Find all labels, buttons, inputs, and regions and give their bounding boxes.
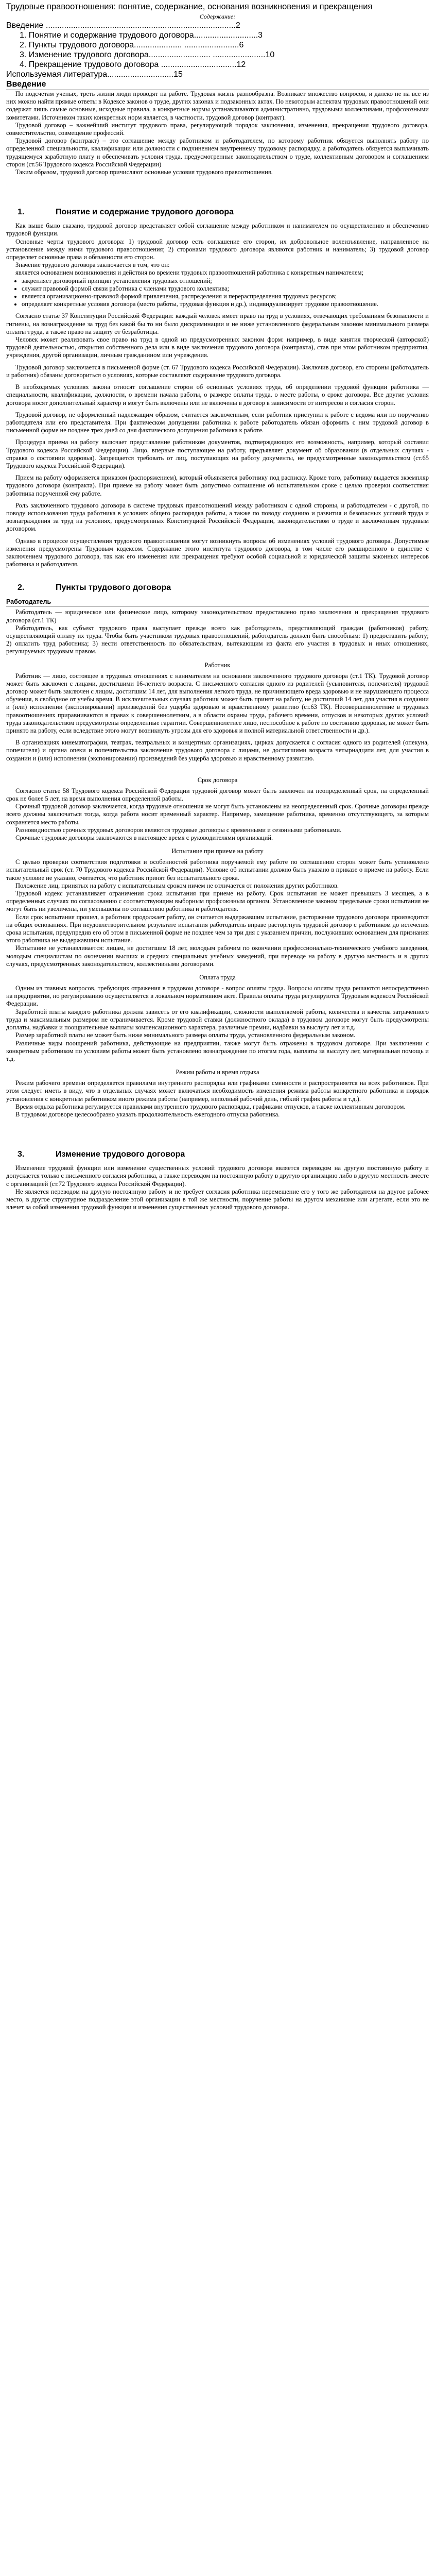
- section-2: [6, 583, 429, 1118]
- list-item: • служит правовой формой связи работника с членами трудового коллектива;: [22, 285, 429, 293]
- intro-paragraph: Трудовой договор (контракт) – это соглашение между работником и работодателем, по которому работник обязуется выполнять работу по определенной специальности, квалификации или должности с подчинением внутреннему трудовому распорядку, а работодатель обязуется выплачивать трудящемуся заработную плату и обеспечивать условия труда, предусмотренные законодательством о труде, коллективным договором и соглашением сторон (ст.56 Трудового кодекса Российской Федерации): [6, 137, 429, 168]
- section-1-heading: [6, 207, 429, 217]
- section-1-paragraph: Трудовой договор заключается в письменной форме (ст. 67 Трудового кодекса Российской Федерации). Заключив договор, его стороны (работодатель и работник) обязаны договориться о условиях, которые составляют содержание трудового договора.: [6, 363, 429, 379]
- section-2-paragraph: Работник — лицо, состоящее в трудовых отношениях с нанимателем на основании заключенного трудового договора (ст.1 ТК). Трудовой договор может быть заключен с лицами, достигшими 16-летнего возраста. С письменного согласия одного из родителей (усыновителя, попечителя) трудовой договор может быть заключен с лицом, достигшим 14 лет, для выполнения легкого труда, не причиняющего вреда здоровью и не нарушающего процесса обучения, в свободное от учебы время. В исключительных случаях работник может быть принят на работу, не достигший 14 лет, для участия в создании и (или) исполнении (экспонировании) произведений без ущерба здоровью и нравственному развитию (ст.63 ТК). Несовершеннолетние в трудовых правоотношениях приравниваются в правах к совершеннолетним, а в области охраны труда, рабочего времени, отпусков и некоторых других условий труда законодательством предусмотрены определенные гарантии. Совершеннолетнее лицо, неспособное к работе по состоянию здоровья, не может быть принято на работу, если вследствие этого могут возникнуть угрозы для его здоровья и полной материальной ответственности и др.).: [6, 672, 429, 734]
- section-2-heading: [6, 583, 429, 592]
- section-3-number: 3.: [18, 1150, 25, 1159]
- toc-item-section1[interactable]: 1. Понятие и содержание трудового договора............................3: [20, 31, 263, 40]
- section-2-paragraph: Если срок испытания прошел, а работник продолжает работу, он считается выдержавшим испытание, расторжение трудового договора производится на общих основаниях. При неудовлетворительном результате испытания работодатель вправе расторгнуть трудовой договор с работником до истечения срока испытания, предупредив его об этом в письменной форме не позднее чем за три дня с указанием причин, послуживших основанием для признания этого работника не выдержавшим испытание.: [6, 913, 429, 944]
- list-item: • закрепляет договорный принцип установления трудовых отношений;: [22, 277, 429, 285]
- section-3-title: Изменение трудового договора: [56, 1150, 185, 1159]
- intro-heading: Введение: [6, 79, 429, 90]
- section-2-title: Пункты трудового договора: [56, 583, 171, 592]
- section-1-paragraph: Трудовой договор, не оформленный надлежащим образом, считается заключенным, если работник приступил к работе с ведома или по поручению работодателя или его представителя. При фактическом допущении работника к работе работодатель обязан оформить с ним трудовой договор в письменной форме не позднее трех дней со дня фактического допущения работника к работе.: [6, 411, 429, 434]
- employer-subheading: Работодатель: [6, 598, 429, 606]
- section-1-paragraph: Роль заключенного трудового договора в системе трудовых правоотношений между работником с одной стороны, и работодателем - с другой, по поводу использования труда работника в условиях общего распорядка работы, а также по поводу созданию и развития и безопасных условий труда и вознаграждения за труд на условиях, предусмотренных Конституцией Российской Федерации, законодательством о труде и заключенным трудовым договором.: [6, 501, 429, 533]
- section-3: [6, 1149, 429, 1211]
- toc-item-literature[interactable]: Используемая литература.............................15: [6, 70, 183, 79]
- section-2-paragraph: Различные виды поощрений работника, действующие на предприятии, также могут быть отражены в трудовом договоре. При заключении с конкретным работником по условиям работы может быть установлено вознаграждение по итогам года, выплаты за выслугу лет, материальная помощь и т.д.: [6, 1039, 429, 1062]
- section-2-paragraph: Согласно статье 58 Трудового кодекса Российской Федерации трудовой договор может быть заключен на неопределенный срок, на определенный срок не более 5 лет, на время выполнения определенной работы.: [6, 787, 429, 803]
- section-2-paragraph: Режим рабочего времени определяется правилами внутреннего распорядка или графиками сменности и распространяется на всех работников. При этом следует иметь в виду, что в отдельных случаях может включаться необходимость изменения режима работы конкретного работника и порядок установления с конкретным работником иного режима работы (например, неполный рабочий день, гибкий график работы и т.д.).: [6, 1079, 429, 1103]
- section-1-number: 1.: [18, 208, 25, 217]
- toc-item-intro[interactable]: Введение ...................................................................................2: [6, 21, 240, 30]
- section-2-paragraph: Время отдыха работника регулируется правилами внутреннего трудового распорядка, графиками отпусков, а также коллективным договором.: [15, 1103, 406, 1110]
- section-2-paragraph: С целью проверки соответствия подготовки и особенностей работника поручаемой ему работе по соглашению сторон может быть установлено испытательный срок (ст. 70 Трудового кодекса Российской Федерации). Условие об испытании должно быть указано в приказе о приеме на работу. Если такое условие не указано, считается, что работник принят без испытательного срока.: [6, 858, 429, 882]
- intro-paragraph: По подсчетам ученых, треть жизни люди проводят на работе. Трудовая жизнь разнообразна. Возникает множество вопросов, и далеко не на все из них можно найти прямые ответы в Кодексе законов о труде, других законах и подзаконных актах. По некоторым аспектам трудовых правоотношений они содержат лишь самые основные, исходные правила, а конкретные нормы устанавливаются административно, трудовыми коллективами, профсоюзными комитетами. Источником таких конкретных норм является, в частности, трудовой договор (контракт).: [6, 90, 429, 121]
- section-1-paragraph: Значение трудового договора заключается в том, что он:: [15, 261, 170, 269]
- work-schedule-subheading: Режим работы и время отдыха: [176, 1069, 259, 1076]
- section-3-heading: [6, 1149, 429, 1159]
- section-1-paragraph: Как выше было сказано, трудовой договор представляет собой соглашение между работником и нанимателем по осуществлению и обеспечению трудовой функции.: [6, 222, 429, 238]
- section-2-paragraph: Размер заработной платы не может быть ниже минимального размера оплаты труда, установленного федеральным законом.: [15, 1031, 356, 1039]
- probation-subheading: Испытание при приеме на работу: [171, 848, 264, 855]
- employee-subheading: Работник: [204, 661, 231, 669]
- toc-item-section2[interactable]: 2. Пункты трудового договора..................... ........................6: [20, 41, 244, 49]
- section-1: [6, 207, 429, 568]
- toc-item-section3[interactable]: 3. Изменение трудового договора........................... .......................10: [20, 50, 275, 59]
- section-1-paragraph: Основные черты трудового договора: 1) трудовой договор есть соглашение его сторон, их добровольное волеизъявление, направленное на установление между ними трудового правоотношения; 2) сторонами трудового договора являются работник и наниматель; 3) трудовой договор определяет основные права и обязанности его сторон.: [6, 238, 429, 261]
- intro-paragraph: Трудовой договор – важнейший институт трудового права, регулирующий порядок заключения, изменения, прекращения трудового договора, совместительство, совмещение профессий.: [6, 121, 429, 137]
- section-3-paragraph: Изменение трудовой функции или изменение существенных условий трудового договора является переводом на другую постоянную работу и допускается только с письменного согласия работника, а также переводом на постоянную работу в другую организацию либо в другую местность вместе с организацией (ст.72 Трудового кодекса Российской Федерации).: [6, 1164, 429, 1188]
- section-2-paragraph: Одним из главных вопросов, требующих отражения в трудовом договоре - вопрос оплаты труда. Вопросы оплаты труда решаются непосредственно на предприятии, но регулированию осуществляется в локальном нормативном акте. Правила оплаты труда регулируются Трудовым кодексом Российской Федерации.: [6, 985, 429, 1008]
- section-2-paragraph: Испытание не устанавливается: лицам, не достигшим 18 лет, молодым рабочим по окончании профессионально-технического учебного заведения, молодым специалистам по окончании высших и средних специальных учебных заведений, при переводе на работу в другую местность и в других случаях, предусмотренных законодательством, коллективными договорами.: [6, 944, 429, 968]
- section-2-paragraph: Трудовой кодекс устанавливает ограничения срока испытания при приеме на работу. Срок испытания не может превышать 3 месяцев, а в определенных случаях по согласованию с соответствующим выборным профсоюзным органом. Установленное законом предельные сроки испытания не могут быть ни увеличены, ни уменьшены по соглашению работника и работодателя.: [6, 890, 429, 913]
- section-2-paragraph: В организациях кинематографии, театрах, театральных и концертных организациях, цирках допускается с согласия одного из родителей (опекуна, попечителя) и органа опеки и попечительства заключение трудового договора с лицами, не достигшими возраста четырнадцати лет, для участия в создании и (или) исполнении (экспонировании) произведений без ущерба здоровью и нравственному развитию.: [6, 739, 429, 762]
- section-3-paragraph: Не является переводом на другую постоянную работу и не требует согласия работника перемещение его у того же работодателя на другое рабочее место, в другое структурное подразделение этой организации в той же местности, поручение работы на другом механизме или агрегате, если это не влечет за собой изменения трудовой функции и изменения существенных условий трудового договора.: [6, 1188, 429, 1211]
- section-1-paragraph: Прием на работу оформляется приказом (распоряжением), который объявляется работнику под расписку. Кроме того, работнику выдается экземпляр трудового договора (контракта). При приеме на работу может быть допустимо соглашение об испытательном сроке с целью проверки соответствия работника порученной ему работе.: [6, 474, 429, 497]
- toc-item-section4[interactable]: 4. Прекращение трудового договора .................................12: [20, 60, 246, 69]
- section-2-paragraph: Срочный трудовой договор заключается, когда трудовые отношения не могут быть установлены на неопределенный срок. Срочные договоры прежде всего должны заключаться тогда, когда работа носит временный характер. Например, замещение работника, временно отсутствующего, за которым сохраняется место работы.: [6, 803, 429, 826]
- section-1-paragraph: Процедура приема на работу включает представление работником документов, подтверждающих его возможность, например, который составил Трудового кодекса Российской Федерации). Лицо, впервые поступающее на работу, предъявляет документ об образовании (в отдельных случаях - справка о состоянии здоровья). Запрещается требовать от лиц, поступающих на работу документы, не предусмотренные законодательством (ст.65 Трудового кодекса Российской Федерации).: [6, 438, 429, 469]
- contract-term-subheading: Срок договора: [197, 776, 238, 784]
- toc-heading: Содержание:: [199, 13, 236, 20]
- section-1-paragraph: является основанием возникновения и действия во времени трудовых правоотношений работника с конкретным нанимателем;: [15, 269, 363, 277]
- document-title: Трудовые правоотношения: понятие, содержание, основания возникновения и прекращения: [6, 2, 373, 11]
- section-2-paragraph: В трудовом договоре целесообразно указать продолжительность ежегодного отпуска работника.: [15, 1110, 280, 1118]
- section-2-paragraph: Срочные трудовые договоры заключаются в настоящее время с руководителями организаций.: [15, 834, 273, 842]
- section-1-title: Понятие и содержание трудового договора: [56, 208, 234, 217]
- section-2-paragraph: Работодатель, как субъект трудового права выступает прежде всего как работодатель, представляющий граждан (работников) работу, осуществляющий оплату их труда. Чтобы быть участником трудовых правоотношений, работодатель должен быть способным: 1) предоставить работу; 2) оплатить труд работника; 3) нести ответственность по обязательствам, вытекающим из факта его участия в трудовых и иных отношениях, регулируемых трудовым правом.: [6, 624, 429, 655]
- section-1-paragraph: Человек может реализовать свое право на труд в одной из предусмотренных законом форм: например, в виде занятия творческой (авторской) трудовой деятельностью, открытия собственного дела или в виде заключения трудового договора (контракта), став при этом работником предприятия, учреждения, другой организации, личным гражданином или учреждения.: [6, 336, 429, 359]
- section-2-paragraph: Положение лиц, принятых на работу с испытательным сроком ничем не отличается от положения других работников.: [15, 882, 339, 889]
- list-item: • определяет конкретные условия договора (место работы, трудовая функция и др.), индивидуализирует трудовое правоотношение.: [22, 300, 429, 308]
- intro-paragraph: Таким образом, трудовой договор причисляют основные условия трудового правоотношения.: [15, 168, 273, 176]
- section-1-paragraph: В необходимых условиях закона относят соглашение сторон об основных условиях труда, об определении трудовой функции работника — специальности, квалификации, должности, о времени начала работы, о размере оплаты труда, о месте работы, о сроке договора. Все другие условия договора носят дополнительный характер и могут быть включены или не включены в договор в зависимости от интересов и согласия сторон.: [6, 383, 429, 406]
- section-2-paragraph: Работодатель — юридическое или физическое лицо, которому законодательством предоставлено право заключения и прекращения трудового договора (ст.1 ТК): [6, 608, 429, 624]
- table-of-contents: [6, 13, 429, 79]
- section-2-paragraph: Заработной платы каждого работника должна зависеть от его квалификации, сложности выполняемой работы, количества и качества затраченного труда и максимальным размером не ограничивается. Кроме трудовой ставки (должностного оклада) в трудовом договоре могут быть предусмотрены доплаты, надбавки и поощрительные выплаты компенсационного характера, различные премии, надбавки за выслугу лет и т.д.: [6, 1008, 429, 1031]
- pay-subheading: Оплата труда: [199, 974, 236, 981]
- intro-section: [6, 79, 429, 176]
- section-2-paragraph: Разновидностью срочных трудовых договоров являются трудовые договоры с временными и сезонными работниками.: [15, 826, 342, 834]
- list-item: • является организационно-правовой формой привлечения, распределения и перераспределения трудовых ресурсов;: [22, 293, 429, 300]
- document-page: [0, 0, 436, 1222]
- section-2-number: 2.: [18, 583, 25, 592]
- section-1-bullet-list: [6, 277, 429, 309]
- section-1-paragraph: Согласно статье 37 Конституции Российской Федерации: каждый человек имеет право на труд в условиях, отвечающих требованиям безопасности и гигиены, на вознаграждение за труд без какой бы то ни было дискриминации и не ниже установленного федеральным законом минимального размера оплаты труда, а также право на защиту от безработицы.: [6, 312, 429, 335]
- section-1-paragraph: Однако в процессе осуществления трудового правоотношения могут возникнуть вопросы об изменениях условий трудового договора. Допустимые изменения предусмотрены Трудовым кодексом. Содержание этого института трудового договора, в том числе его расширенного в единстве с заключением трудового договора, так как его изменения или прекращения требуют особой социальной и юридической защиты законных интересов работника и работодателя.: [6, 537, 429, 568]
